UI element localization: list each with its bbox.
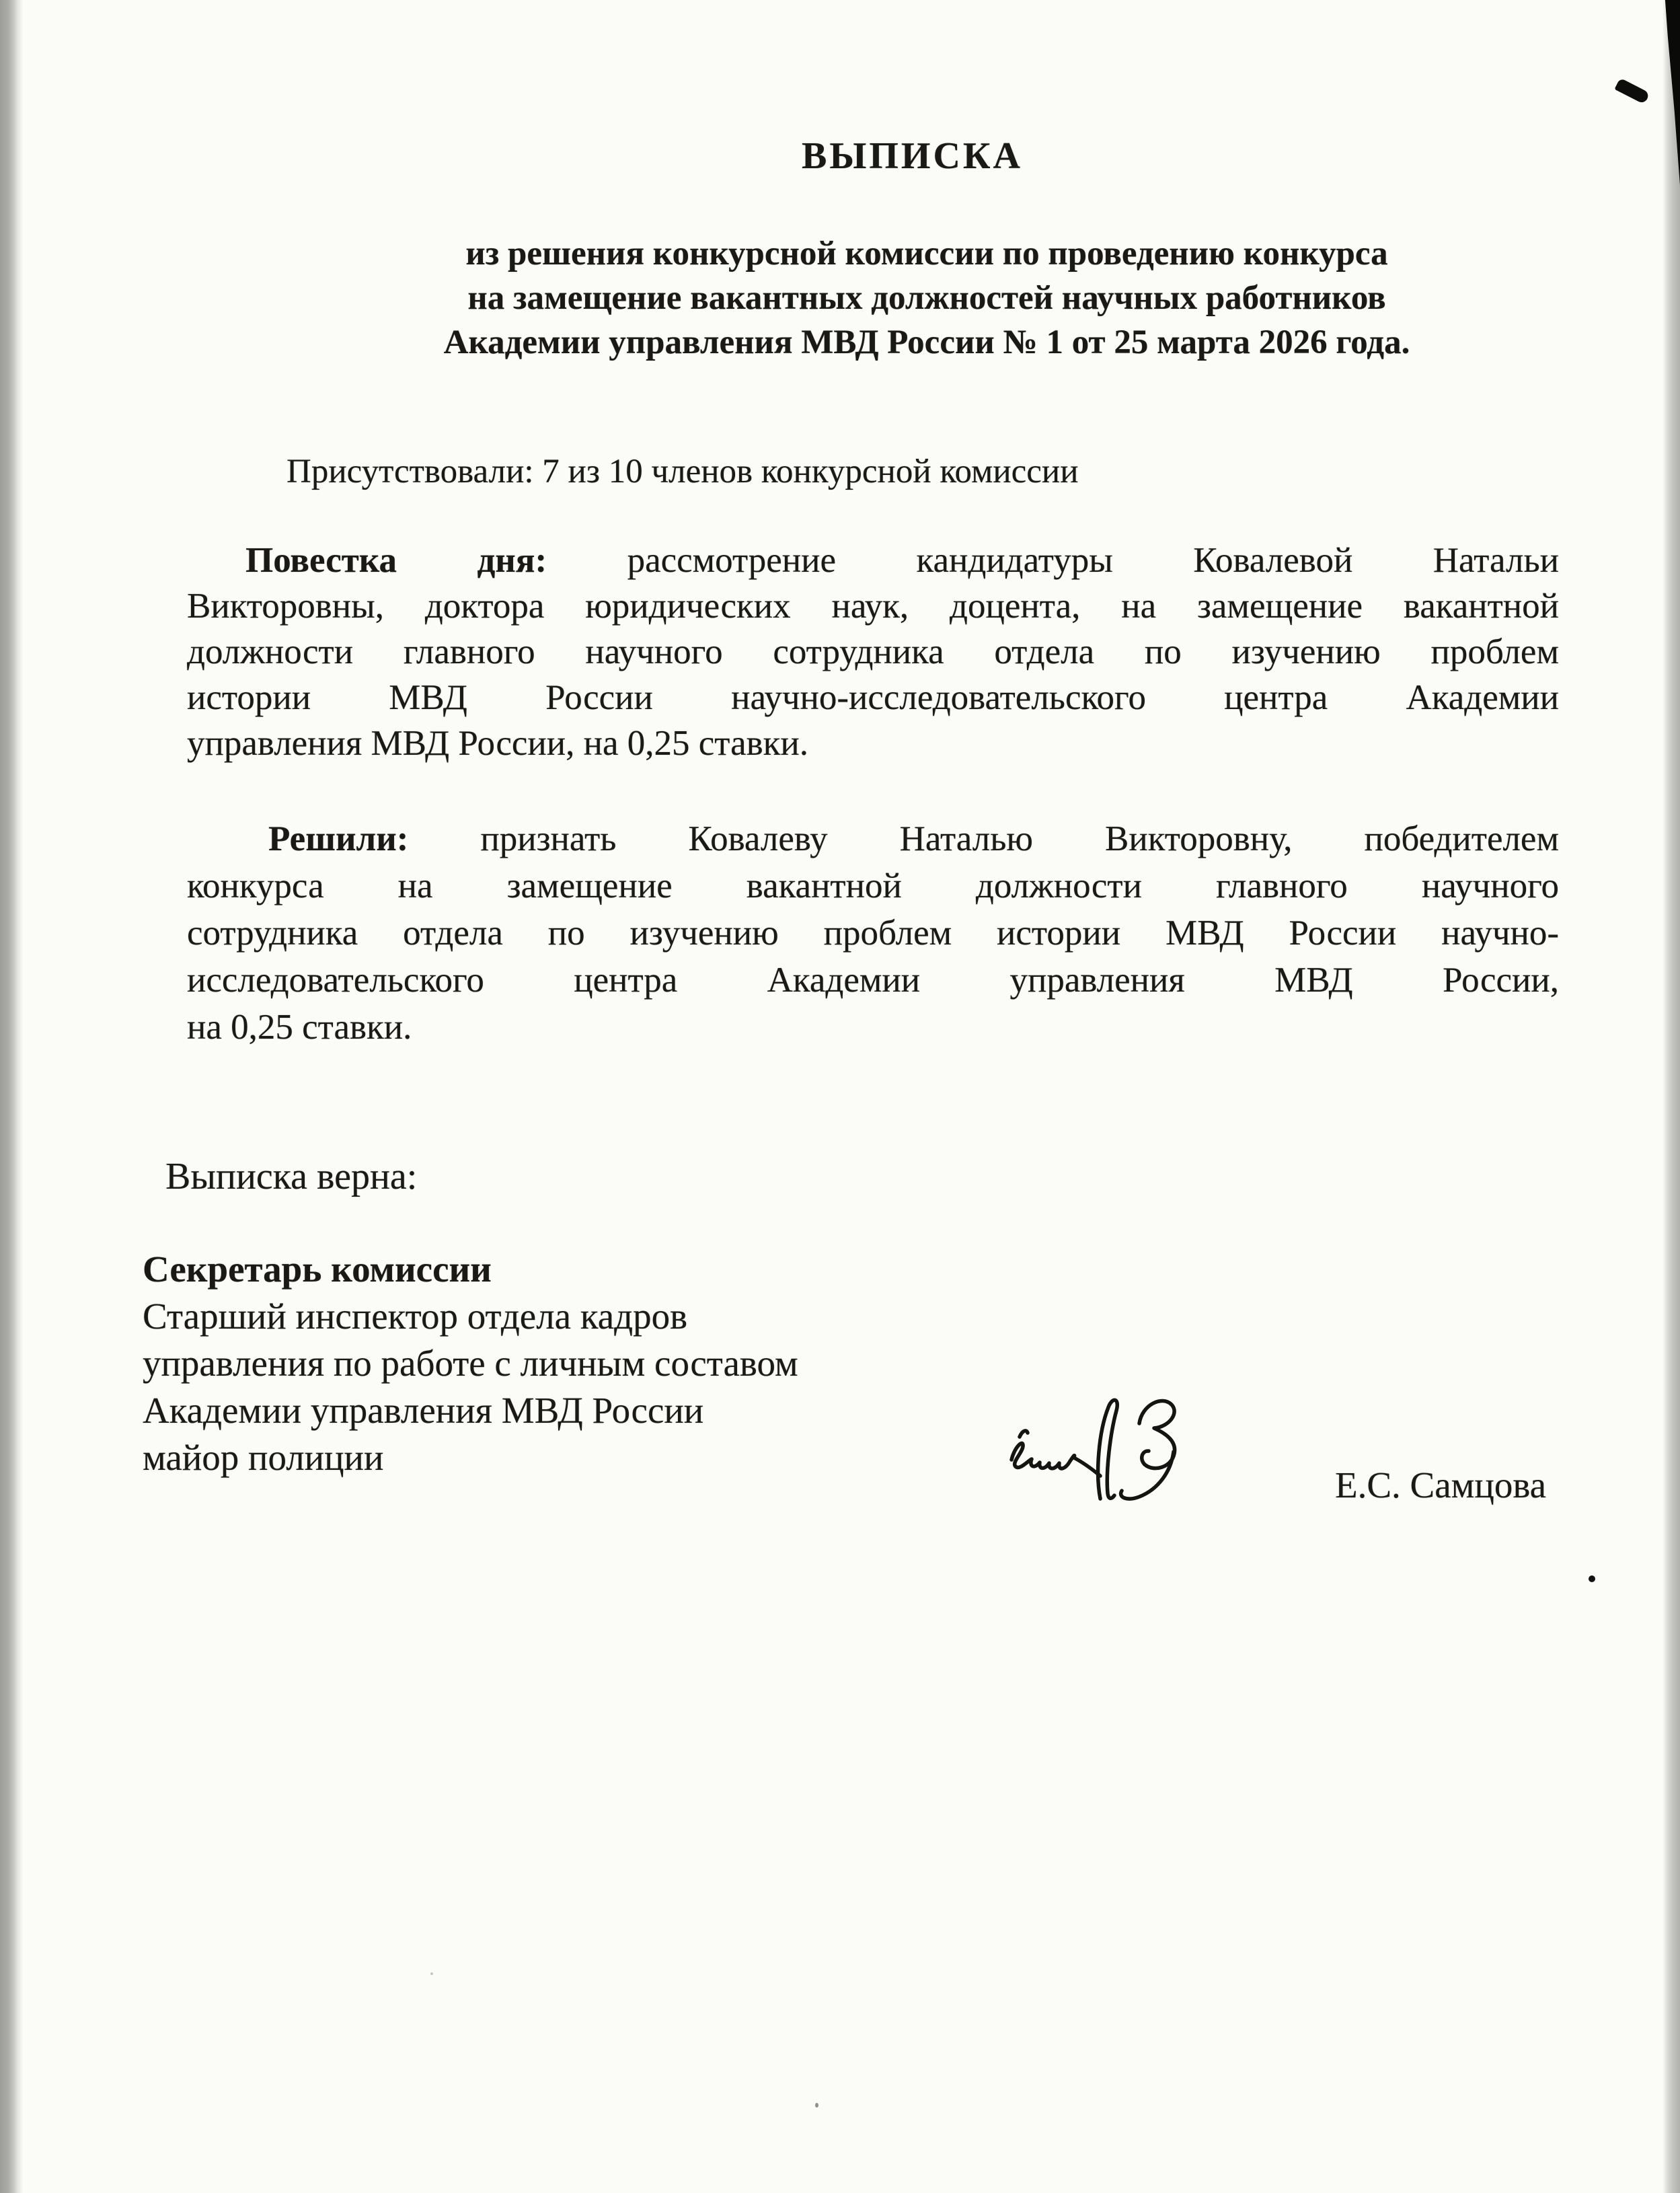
- resolution-line-text: признать Ковалеву Наталью Викторовну, победителем: [480, 819, 1559, 858]
- signatory-line: управления по работе с личным составом: [143, 1343, 798, 1384]
- agenda-line: управления МВД России, на 0,25 ставки.: [187, 724, 809, 763]
- resolution-lead-label: Решили:: [268, 819, 481, 858]
- resolution-line: конкурса на замещение вакантной должности главного научного: [187, 866, 1559, 905]
- certification-line: Выписка верна:: [165, 1156, 418, 1197]
- agenda-lead-label: Повестка дня:: [245, 541, 627, 580]
- ink-dot-mark: [1589, 1575, 1595, 1582]
- signatory-post: Секретарь комиссии: [143, 1249, 492, 1290]
- agenda-line: [187, 537, 1559, 583]
- handwritten-signature-icon: [1006, 1394, 1219, 1508]
- resolution-line: сотрудника отдела по изучению проблем истории МВД России научно-: [187, 914, 1559, 953]
- scan-speck: [815, 2103, 818, 2108]
- attendance-line: Присутствовали: 7 из 10 членов конкурсной комиссии: [287, 453, 1079, 490]
- ink-smudge-mark: [1614, 78, 1650, 105]
- agenda-paragraph: [187, 537, 1559, 766]
- signatory-line: Старший инспектор отдела кадров: [143, 1296, 688, 1337]
- scan-speck: [430, 1972, 433, 1975]
- signatory-line: Академии управления МВД России: [143, 1390, 704, 1431]
- scan-edge-left: [0, 0, 23, 2193]
- resolution-line: на 0,25 ставки.: [187, 1008, 412, 1047]
- document-subtitle: [202, 231, 1652, 365]
- scan-edge-right: [1663, 0, 1680, 2193]
- subtitle-line: из решения конкурсной комиссии по проведению конкурса: [465, 235, 1388, 272]
- resolution-paragraph: [187, 815, 1559, 1051]
- handwritten-signature-strokes: [1006, 1394, 1219, 1508]
- signer-name: Е.С. Самцова: [1335, 1464, 1547, 1506]
- agenda-line: Викторовны, доктора юридических наук, доцента, на замещение вакантной: [187, 587, 1559, 626]
- document-title: ВЫПИСКА: [802, 135, 1023, 177]
- resolution-line: исследовательского центра Академии управления МВД России,: [187, 961, 1559, 1000]
- signatory-block: [143, 1246, 1084, 1481]
- agenda-line: истории МВД России научно-исследовательского центра Академии: [187, 678, 1559, 717]
- resolution-line: [187, 815, 1559, 862]
- subtitle-line: Академии управления МВД России № 1 от 25 марта 2026 года.: [443, 324, 1410, 361]
- agenda-line-text: рассмотрение кандидатуры Ковалевой Натальи: [627, 541, 1559, 580]
- signatory-line: майор полиции: [143, 1437, 384, 1478]
- agenda-line: должности главного научного сотрудника отдела по изучению проблем: [187, 632, 1559, 671]
- subtitle-line: на замещение вакантных должностей научных работников: [467, 279, 1386, 317]
